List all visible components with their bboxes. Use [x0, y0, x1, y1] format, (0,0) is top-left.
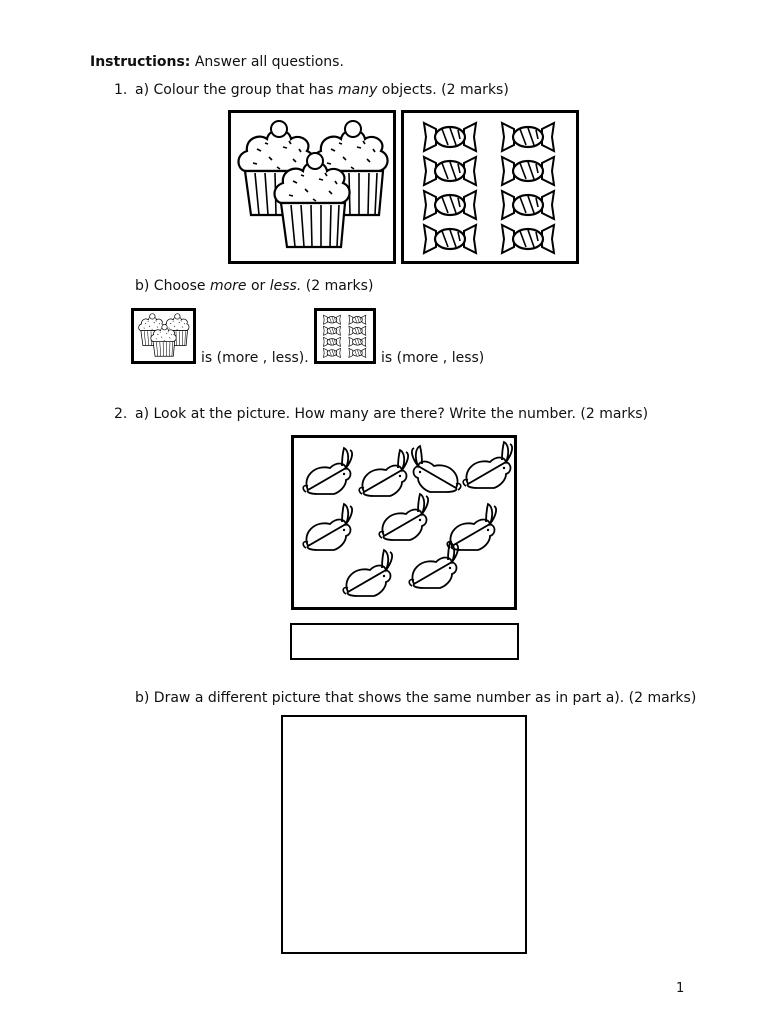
question-1a-post: objects. (2 marks) [377, 82, 509, 98]
candy-thumbnail-image [317, 311, 373, 361]
rabbit-4 [463, 442, 512, 488]
candy-group-box[interactable] [401, 110, 579, 264]
candy-8 [502, 225, 554, 253]
question-1b-more: more [209, 278, 247, 294]
candy-7 [424, 225, 476, 253]
cupcakes-image [231, 113, 393, 261]
page-number: 1 [676, 981, 685, 996]
question-1a-text [135, 81, 509, 99]
question-1a-emph: many [337, 82, 378, 98]
candy-4 [502, 157, 554, 185]
candy-5 [424, 191, 476, 219]
answer-number-box[interactable] [290, 623, 519, 660]
question-1b-marks: (2 marks) [301, 278, 374, 294]
rabbit-7 [447, 504, 496, 550]
question-1-number: 1. [114, 82, 128, 98]
candy-3 [424, 157, 476, 185]
rabbit-1 [303, 448, 352, 494]
rabbit-6 [379, 494, 428, 540]
rabbits-image [294, 438, 514, 607]
rabbit-8 [343, 550, 392, 596]
candy-1 [424, 123, 476, 151]
choice-2-text[interactable]: is (more , less) [381, 350, 485, 366]
rabbit-2 [359, 450, 408, 496]
rabbit-5 [303, 504, 352, 550]
rabbits-picture-box [291, 435, 517, 610]
cupcake-thumbnail [131, 308, 196, 364]
choice-1-text[interactable]: is (more , less). [201, 350, 309, 366]
cupcake-group-box[interactable] [228, 110, 396, 264]
question-1a-pre: a) Colour the group that has [135, 82, 338, 98]
question-1b-pre: b) Choose [135, 278, 210, 294]
question-2-number: 2. [114, 406, 128, 422]
drawing-answer-box[interactable] [281, 715, 527, 954]
instructions-line [90, 53, 344, 71]
instructions-label: Instructions: [90, 54, 191, 70]
cupcake-thumbnail-image [134, 311, 193, 361]
instructions-text: Answer all questions. [194, 54, 344, 70]
rabbit-9 [409, 542, 458, 588]
rabbit-3 [412, 446, 461, 492]
question-2a-text: a) Look at the picture. How many are there? Write the number. (2 marks) [135, 406, 649, 422]
question-2b-text: b) Draw a different picture that shows the same number as in part a). (2 marks) [135, 690, 697, 706]
candies-image [404, 113, 576, 261]
question-1b-or: or [246, 278, 270, 294]
question-1b-text [135, 277, 373, 295]
candy-2 [502, 123, 554, 151]
candy-6 [502, 191, 554, 219]
candy-thumbnail [314, 308, 376, 364]
question-1b-less: less. [269, 278, 302, 294]
